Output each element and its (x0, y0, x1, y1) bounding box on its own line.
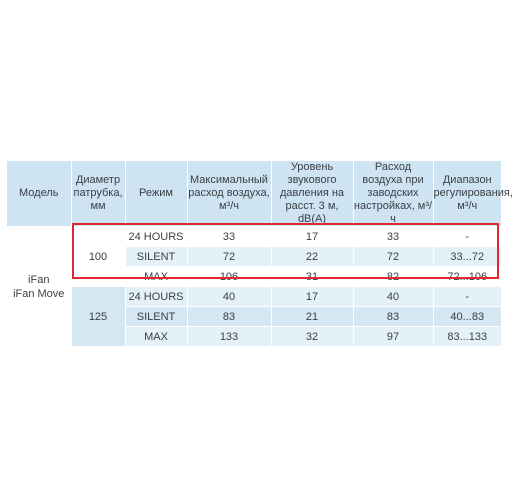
max-flow-cell: 133 (187, 327, 271, 347)
range-cell: 72...106 (433, 267, 501, 287)
noise-cell: 21 (271, 307, 353, 327)
mode-cell: 24 HOURS (125, 287, 187, 307)
factory-flow-cell: 83 (353, 307, 433, 327)
mode-cell: MAX (125, 327, 187, 347)
range-cell: 40...83 (433, 307, 501, 327)
table-row (7, 287, 501, 307)
factory-flow-cell: 97 (353, 327, 433, 347)
model-name-ifan-move: iFan Move (13, 287, 65, 300)
header-mode: Режим (125, 161, 187, 227)
max-flow-cell: 106 (187, 267, 271, 287)
diameter-cell: 125 (71, 287, 125, 347)
mode-cell: SILENT (125, 307, 187, 327)
model-cell (7, 227, 71, 347)
factory-flow-cell: 72 (353, 247, 433, 267)
header-noise: Уровень звукового давления на расст. 3 м, dB(A) (271, 161, 353, 227)
max-flow-cell: 40 (187, 287, 271, 307)
model-name-ifan: iFan (28, 273, 50, 286)
mode-cell: 24 HOURS (125, 227, 187, 247)
range-cell: 33...72 (433, 247, 501, 267)
max-flow-cell: 83 (187, 307, 271, 327)
noise-cell: 22 (271, 247, 353, 267)
diameter-cell: 100 (71, 227, 125, 287)
mode-cell: SILENT (125, 247, 187, 267)
table-header-row (7, 161, 501, 227)
factory-flow-cell: 33 (353, 227, 433, 247)
max-flow-cell: 72 (187, 247, 271, 267)
range-cell: - (433, 287, 501, 307)
header-factory-flow: Расход воздуха при заводских настройках, м³/ч (353, 161, 433, 225)
range-cell: 83...133 (433, 327, 501, 347)
max-flow-cell: 33 (187, 227, 271, 247)
table-row (7, 227, 501, 247)
header-model: Модель (7, 161, 71, 227)
header-range: Диапазон регулирования, м³/ч (433, 161, 501, 227)
noise-cell: 17 (271, 227, 353, 247)
factory-flow-cell: 40 (353, 287, 433, 307)
mode-cell: MAX (125, 267, 187, 287)
noise-cell: 17 (271, 287, 353, 307)
range-cell: - (433, 227, 501, 247)
header-max-flow: Максимальный расход воздуха, м³/ч (187, 161, 271, 227)
noise-cell: 32 (271, 327, 353, 347)
factory-flow-cell: 82 (353, 267, 433, 287)
noise-cell: 31 (271, 267, 353, 287)
specs-table (7, 161, 513, 346)
header-diameter: Диаметр патрубка, мм (71, 161, 125, 227)
